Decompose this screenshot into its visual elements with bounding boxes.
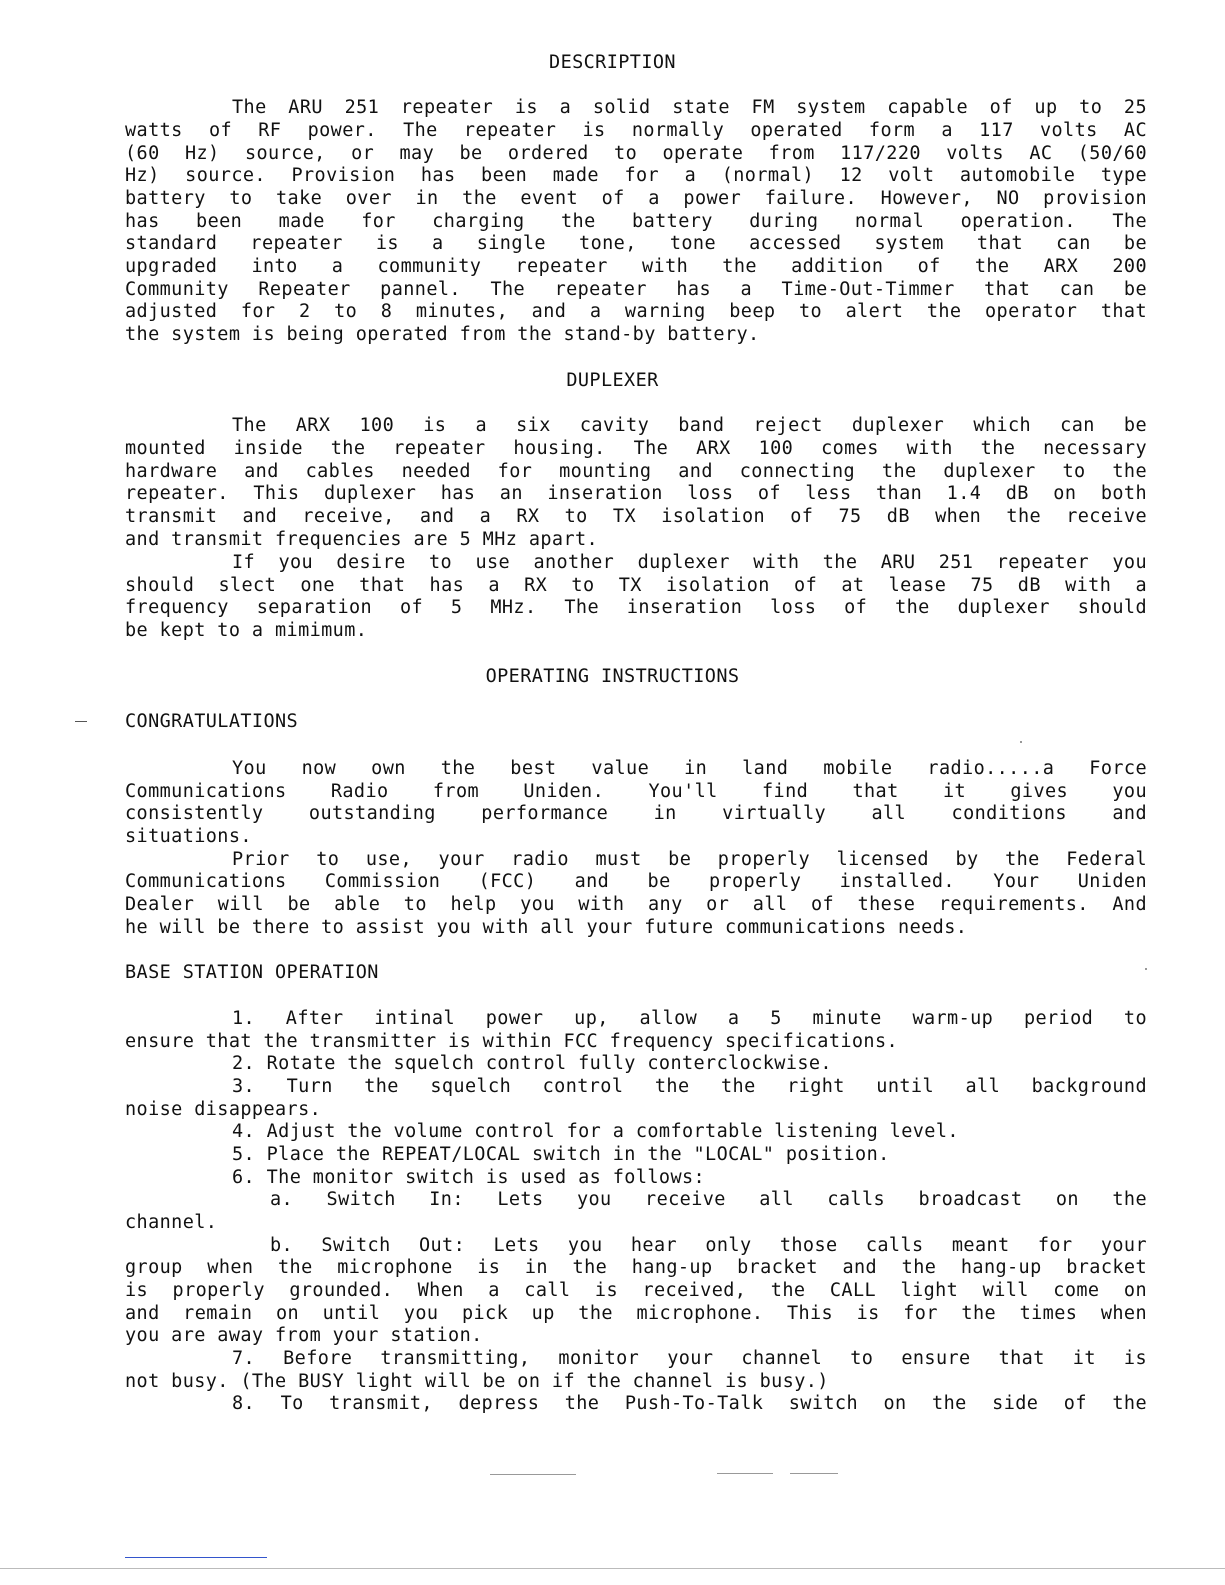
congratulations-line: Prior to use, your radio must be properly licensed by the Federal (232, 849, 1147, 870)
congratulations-line: Communications Radio from Uniden. You'll find that it gives you (125, 781, 1147, 802)
duplexer-line: The ARX 100 is a six cavity band reject duplexer which can be (232, 415, 1147, 436)
base-station-line: 1. After intinal power up, allow a 5 minute warm-up period to (232, 1008, 1147, 1029)
duplexer-line: If you desire to use another duplexer with the ARU 251 repeater you (232, 552, 1147, 573)
duplexer-line: hardware and cables needed for mounting and connecting the duplexer to the (125, 461, 1147, 482)
base-station-line: noise disappears. (125, 1099, 322, 1120)
duplexer-line: repeater. This duplexer has an inseration loss of less than 1.4 dB on both (125, 483, 1147, 504)
description-line: standard repeater is a single tone, tone accessed system that can be (125, 233, 1147, 254)
base-station-line: is properly grounded. When a call is received, the CALL light will come on (125, 1280, 1147, 1301)
description-line: watts of RF power. The repeater is normally operated form a 117 volts AC (125, 120, 1147, 141)
scan-speck (1145, 968, 1147, 970)
description-line: upgraded into a community repeater with the addition of the ARX 200 (125, 256, 1147, 277)
base-station-line: 5. Place the REPEAT/LOCAL switch in the "LOCAL" position. (232, 1144, 890, 1165)
duplexer-line: and transmit frequencies are 5 MHz apart. (125, 529, 599, 550)
base-station-line: 3. Turn the squelch control the the right until all background (232, 1076, 1147, 1097)
base-station-heading: BASE STATION OPERATION (125, 962, 379, 983)
congratulations-line: Dealer will be able to help you with any or all of these requirements. And (125, 894, 1147, 915)
congratulations-line: situations. (125, 826, 252, 847)
congratulations-heading: CONGRATULATIONS (125, 711, 299, 732)
scan-mark (790, 1473, 838, 1474)
bottom-rule (125, 1557, 267, 1558)
base-station-line: 2. Rotate the squelch control fully conterclockwise. (232, 1053, 832, 1074)
base-station-line: 7. Before transmitting, monitor your channel to ensure that it is (232, 1348, 1147, 1369)
margin-mark (75, 721, 87, 722)
base-station-line: ensure that the transmitter is within FCC frequency specifications. (125, 1031, 899, 1052)
duplexer-line: mounted inside the repeater housing. The ARX 100 comes with the necessary (125, 438, 1147, 459)
congratulations-line: he will be there to assist you with all your future communications needs. (125, 917, 968, 938)
duplexer-line: should slect one that has a RX to TX isolation of at lease 75 dB with a (125, 575, 1147, 596)
duplexer-line: transmit and receive, and a RX to TX isolation of 75 dB when the receive (125, 506, 1147, 527)
congratulations-line: You now own the best value in land mobile radio.....a Force (232, 758, 1147, 779)
duplexer-line: frequency separation of 5 MHz. The inseration loss of the duplexer should (125, 597, 1147, 618)
base-station-line: channel. (125, 1212, 218, 1233)
page-edge (0, 1568, 1225, 1569)
congratulations-line: consistently outstanding performance in virtually all conditions and (125, 803, 1147, 824)
description-line: The ARU 251 repeater is a solid state FM system capable of up to 25 (232, 97, 1147, 118)
base-station-line: 8. To transmit, depress the Push-To-Talk switch on the side of the (232, 1393, 1147, 1414)
scan-mark (490, 1474, 576, 1475)
description-line: the system is being operated from the stand-by battery. (125, 324, 760, 345)
description-line: has been made for charging the battery during normal operation. The (125, 211, 1147, 232)
base-station-line: group when the microphone is in the hang-up bracket and the hang-up bracket (125, 1257, 1147, 1278)
description-line: Community Repeater pannel. The repeater has a Time-Out-Timmer that can be (125, 279, 1147, 300)
duplexer-heading: DUPLEXER (566, 370, 659, 391)
description-line: battery to take over in the event of a power failure. However, NO provision (125, 188, 1147, 209)
scan-speck (1020, 741, 1022, 743)
base-station-line: b. Switch Out: Lets you hear only those calls meant for your (270, 1235, 1147, 1256)
scan-mark (717, 1473, 773, 1474)
base-station-line: 4. Adjust the volume control for a comfortable listening level. (232, 1121, 959, 1142)
operating-instructions-heading: OPERATING INSTRUCTIONS (485, 666, 740, 687)
description-line: adjusted for 2 to 8 minutes, and a warning beep to alert the operator that (125, 301, 1147, 322)
description-line: (60 Hz) source, or may be ordered to operate from 117/220 volts AC (50/60 (125, 143, 1147, 164)
base-station-line: and remain on until you pick up the microphone. This is for the times when (125, 1303, 1147, 1324)
base-station-line: not busy. (The BUSY light will be on if the channel is busy.) (125, 1371, 829, 1392)
description-heading: DESCRIPTION (549, 52, 676, 73)
congratulations-line: Communications Commission (FCC) and be properly installed. Your Uniden (125, 871, 1147, 892)
base-station-line: a. Switch In: Lets you receive all calls broadcast on the (270, 1189, 1147, 1210)
duplexer-line: be kept to a mimimum. (125, 620, 368, 641)
description-line: Hz) source. Provision has been made for a (normal) 12 volt automobile type (125, 165, 1147, 186)
base-station-line: you are away from your station. (125, 1325, 483, 1346)
base-station-line: 6. The monitor switch is used as follows: (232, 1167, 706, 1188)
